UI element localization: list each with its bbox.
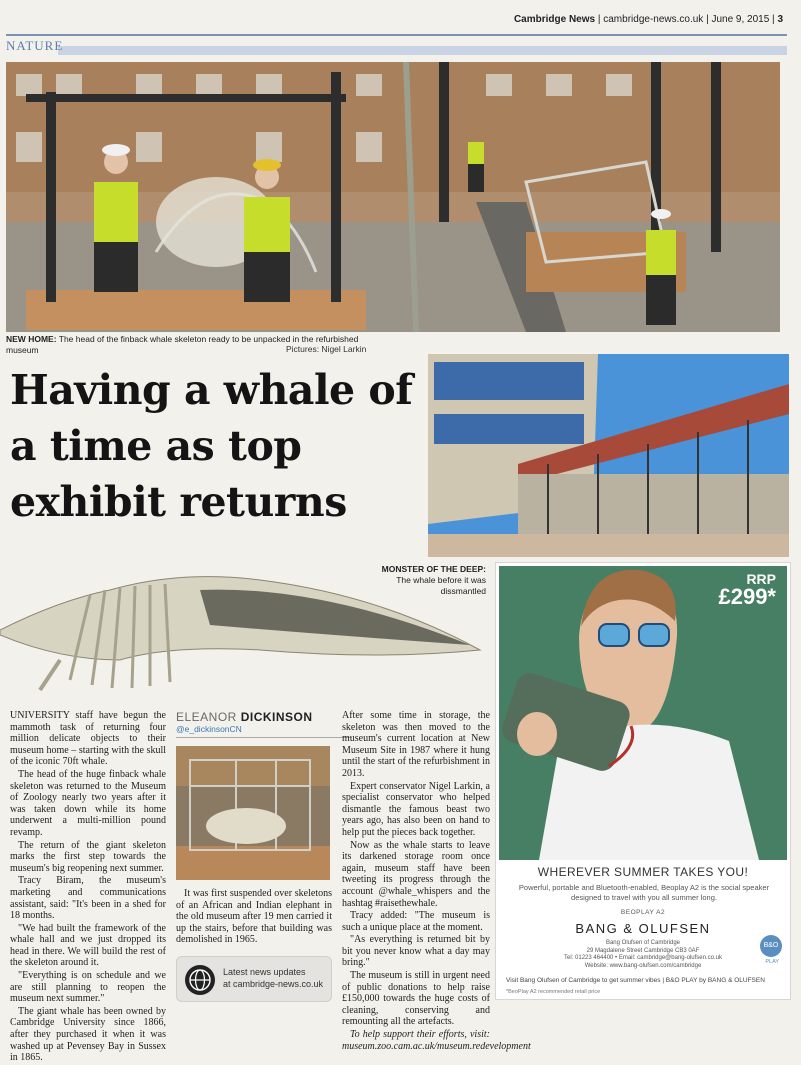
ad-rrp-label: RRP xyxy=(746,571,776,587)
news-box-line-2: at cambridge-news.co.uk xyxy=(223,979,324,989)
page-number: 3 xyxy=(777,14,783,25)
article-column-2 xyxy=(176,888,332,947)
byline-twitter-handle[interactable]: @e_dickinsonCN xyxy=(176,724,242,734)
ad-model: BEOPLAY A2 xyxy=(620,909,666,916)
article-paragraph: Expert conservator Nigel Larkin, a specialist conservator who helped dismantle the famous beast two years ago, has also been on hand to help put the pieces back together. xyxy=(342,780,490,838)
ad-footer: Visit Bang Olufsen of Cambridge to get summer vibes | B&O PLAY by BANG & OLUFSEN xyxy=(506,977,765,984)
article-paragraph: Tracy Biram, the museum's marketing and communications assistant, said: "It's been in a shed for 18 months. xyxy=(10,875,166,922)
masthead: Cambridge News | cambridge-news.co.uk | June 9, 2015 | 3 xyxy=(513,14,783,25)
article-paragraph: "We had built the framework of the whale hall and we just dropped its head in there. We will build the rest of the skeleton around it. xyxy=(10,922,166,969)
top-caption-text: The head of the finback whale skeleton ready to be unpacked in the refurbished museum xyxy=(6,334,359,355)
whale-caption xyxy=(370,564,486,597)
ad-price-tag xyxy=(718,571,776,610)
whale-crate-photo xyxy=(176,746,330,880)
article-paragraph: The head of the huge finback whale skeleton was returned to the Museum of Zoology nearly two years after it was taken down while its home underwent a multi-million pound revamp. xyxy=(10,768,166,838)
paper-date: June 9, 2015 xyxy=(711,14,770,25)
ad-footnote: *BeoPlay A2 recommended retail price xyxy=(506,989,601,995)
article-paragraph: The return of the giant skeleton marks the first step towards the museum's big reopening next summer. xyxy=(10,839,166,874)
ad-subtext: Powerful, portable and Bluetooth-enabled, Beoplay A2 is the social speaker designed to travel with you all summer long. xyxy=(518,883,770,902)
byline-last-name: DICKINSON xyxy=(240,710,313,724)
whale-caption-label: MONSTER OF THE DEEP: xyxy=(381,564,486,574)
ad-price: £299* xyxy=(718,584,776,609)
whale-caption-text: The whale before it was dissmantled xyxy=(396,575,486,596)
byline-first-name: ELEANOR xyxy=(176,710,237,724)
byline-rule xyxy=(176,737,352,738)
ad-address xyxy=(496,940,790,970)
article-paragraph: The giant whale has been owned by Cambridge University since 1866, after they purchased it when it was washed up at Pevensey Bay in Sussex in 1865. xyxy=(10,1005,166,1064)
top-caption-label: NEW HOME: xyxy=(6,334,57,344)
ad-store-name: Bang Olufsen of Cambridge xyxy=(605,940,681,946)
bo-play-label: PLAY xyxy=(765,959,779,965)
paper-site: cambridge-news.co.uk xyxy=(603,14,704,25)
building-photo xyxy=(428,354,789,557)
article-paragraph: The museum is still in urgent need of public donations to help raise £150,000 towards the huge costs of cleaning, conserving and remounting all the artefacts. xyxy=(342,970,490,1028)
paper-name: Cambridge News xyxy=(513,14,596,25)
article-paragraph: "Everything is on schedule and we are still planning to reopen the museum next summer." xyxy=(10,970,166,1005)
byline xyxy=(176,710,313,724)
article-paragraph: Now as the whale starts to leave its darkened storage room once again, museum staff have been tweeting its progress through the account @whale_whispers and the hashtag #raisethewhale. xyxy=(342,839,490,909)
ad-brand: BANG & OLUFSEN xyxy=(575,921,711,936)
section-label: NATURE xyxy=(6,38,64,53)
article-paragraph: After some time in storage, the skeleton was then moved to the museum's current location at New Museum Site in 1987 where it hung until the start of the refurbishment in 2013. xyxy=(342,710,490,779)
ad-contact: Tel: 01223 464400 • Email: cambridge@bang-olufsen.co.uk xyxy=(564,955,722,961)
ad-website[interactable]: Website: www.bang-olufsen.com/cambridge xyxy=(584,962,702,969)
article-paragraph: It was first suspended over skeletons of an African and Indian elephant in the old museum after 19 men carried it up the stairs, before that building was demolished in 1965. xyxy=(176,888,332,946)
news-updates-box[interactable] xyxy=(176,956,332,1002)
bo-play-logo-icon: B&O xyxy=(760,935,782,957)
masthead-rule xyxy=(6,34,787,36)
top-photo xyxy=(6,62,780,332)
section-rule xyxy=(58,46,787,55)
news-box-line-1: Latest news updates xyxy=(223,967,306,977)
headline: Having a whale of a time as top exhibit returns xyxy=(10,366,413,526)
article-column-1 xyxy=(10,710,166,1065)
article-column-3 xyxy=(342,710,531,1053)
advertisement[interactable] xyxy=(495,562,791,1000)
ad-headline: WHEREVER SUMMER TAKES YOU! xyxy=(537,865,749,879)
ad-photo xyxy=(499,566,787,860)
article-paragraph: Tracy added: "The museum is such a unique place at the moment. xyxy=(342,910,490,933)
globe-icon xyxy=(185,965,215,995)
article-paragraph: "As everything is returned bit by bit you never know what a day may bring." xyxy=(342,934,490,969)
ad-street: 29 Magdalene Street Cambridge CB3 0AF xyxy=(586,947,700,954)
article-paragraph: UNIVERSITY staff have begun the mammoth task of returning four million delicate objects to their museum home – starting with the skull of the iconic 70ft whale. xyxy=(10,710,166,768)
article-paragraph: To help support their efforts, visit: museum.zoo.cam.ac.uk/museum.redevelopment xyxy=(342,1029,531,1052)
top-photo-credit: Pictures: Nigel Larkin xyxy=(286,344,367,354)
